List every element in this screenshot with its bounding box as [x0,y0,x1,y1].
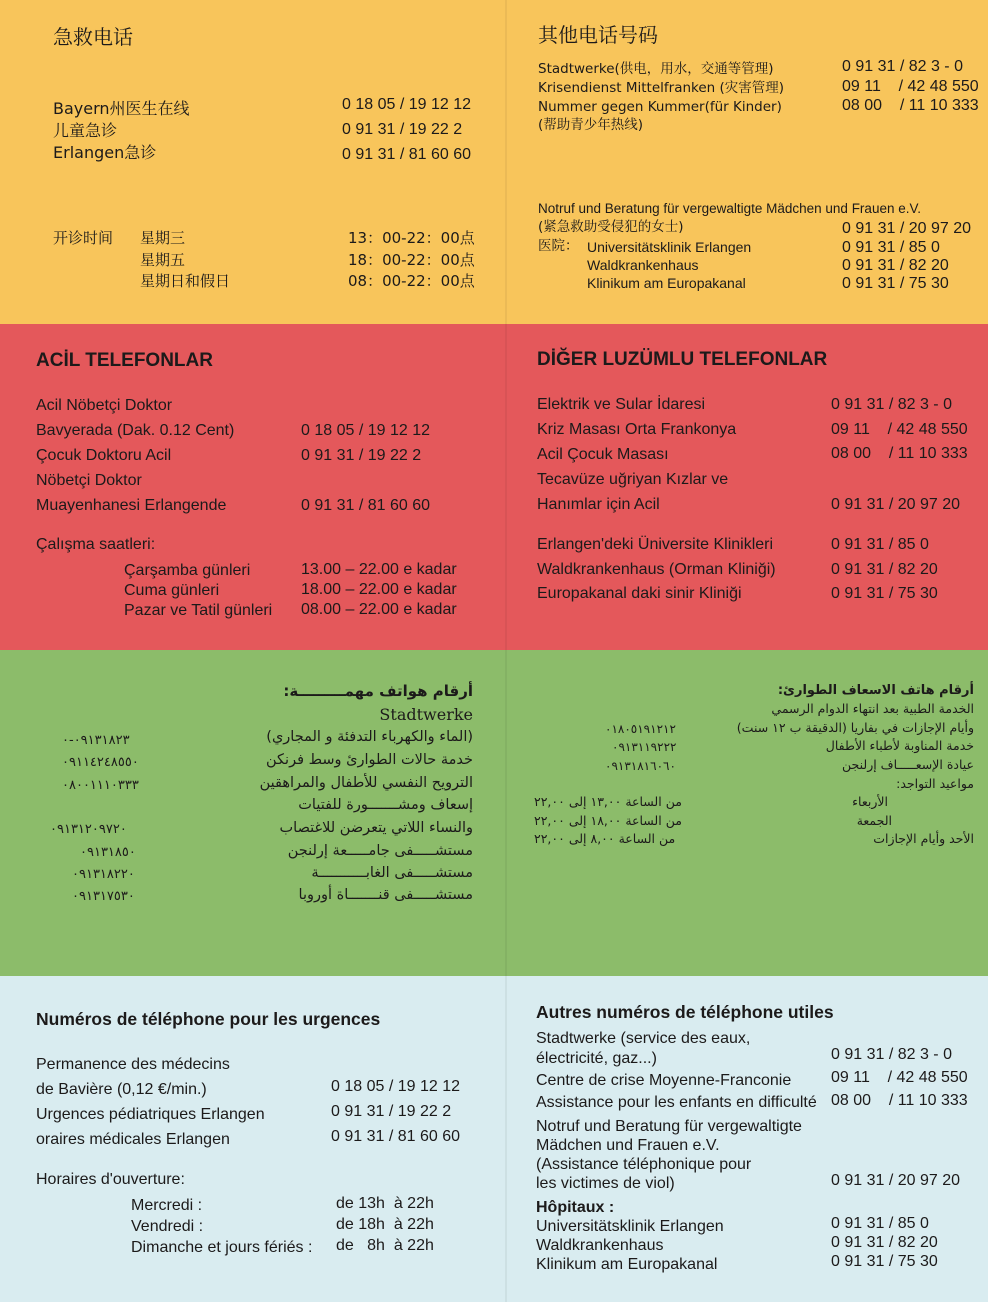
fr-hours-day: Mercredi : [131,1197,203,1214]
ar-right-label: الخدمة الطبية بعد انتهاء الدوام الرسمي [771,701,974,716]
ar-left-label: الترويح النفسي للأطفال والمراهقين [259,775,473,791]
fr-left-number: 0 91 31 / 81 60 60 [331,1128,460,1145]
fr-right-label: électricité, gaz...) [536,1050,657,1067]
ar-hours-time: من الساعة ١٨,٠٠ إلى ٢٢,٠٠ [534,813,682,828]
ar-left-number: ٠٩١١٤٢٤٨٥٥٠ [62,755,139,770]
fr-right-label: Notruf und Beratung für vergewaltigte [536,1118,802,1135]
zh-right-line: Nummer gegen Kummer(für Kinder) [538,99,782,115]
tr-right-label: Hanımlar için Acil [537,496,660,513]
fr-left-title: Numéros de téléphone pour les urgences [36,1009,381,1029]
fr-left-number: 0 91 31 / 19 22 2 [331,1103,452,1120]
zh-hospital-number: 0 91 31 / 75 30 [842,275,949,292]
tr-hours-day: Çarşamba günleri [124,562,251,579]
zh-right-line: (帮助青少年热线) [538,117,644,133]
zh-right-line: Krisendienst Mittelfranken (灾害管理) [538,80,785,96]
ar-left-label: مستشـــــفى قنـــــــاة أوروبا [298,887,473,903]
tr-right-label: Erlangen'deki Üniversite Klinikleri [537,536,774,553]
fr-right-number: 09 11 / 42 48 550 [831,1069,968,1086]
ar-left-label: مستشـــــفى جامـــــعة إرلنجن [287,843,473,859]
zh-row-number: 0 91 31 / 81 60 60 [342,146,471,163]
tr-right-title: DİĞER LUZÜMLU TELEFONLAR [537,349,828,370]
fr-hospital-number: 0 91 31 / 82 20 [831,1234,938,1251]
fr-right-label: (Assistance téléphonique pour [536,1156,752,1173]
zh-right-line: Stadtwerke(供电，用水，交通等管理) [538,61,774,77]
tr-left-title: ACİL TELEFONLAR [36,350,213,371]
zh-right-title: 其他电话号码 [538,23,658,47]
zh-hours-label: 开诊时间 [53,229,114,247]
fr-hospitals-label: Hôpitaux : [536,1199,615,1216]
ar-left-label: إسعاف ومشـــــــورة للفتيات [298,797,473,813]
ar-right-number: ٠٩١٣١١٩٢٢٢ [612,740,677,754]
tr-hours-day: Cuma günleri [124,582,220,599]
tr-right-number: 0 91 31 / 20 97 20 [831,496,960,513]
fr-right-label: les victimes de viol) [536,1175,675,1192]
ar-hours-time: من الساعة ١٣,٠٠ إلى ٢٢,٠٠ [534,794,682,809]
zh-notruf-number: 0 91 31 / 20 97 20 [842,220,971,237]
tr-right-number: 0 91 31 / 82 3 - 0 [831,396,952,413]
tr-right-label: Elektrik ve Sular İdaresi [537,396,706,413]
tr-hours-time: 08.00 – 22.00 e kadar [301,601,457,618]
tr-right-number: 0 91 31 / 82 20 [831,561,938,578]
zh-hospital-label: 医院： [538,238,579,254]
fr-right-number: 0 91 31 / 20 97 20 [831,1172,960,1189]
tr-right-number: 0 91 31 / 75 30 [831,585,938,602]
ar-left-title: أرقام هواتف مهمـــــــــة: [283,682,473,700]
fr-hospital-name: Universitätsklinik Erlangen [536,1218,724,1235]
zh-hours-day: 星期日和假日 [140,272,231,290]
fr-hours-day: Dimanche et jours fériés : [131,1239,313,1256]
tr-hours-day: Pazar ve Tatil günleri [124,602,273,619]
chinese-section [0,0,988,324]
zh-right-number: 09 11 / 42 48 550 [842,78,979,95]
ar-left-number: ٠٩١٣١٧٥٣٠ [72,889,135,904]
tr-right-label: Kriz Masası Orta Frankonya [537,421,737,438]
fr-left-label: oraires médicales Erlangen [36,1131,230,1148]
tr-right-number: 0 91 31 / 85 0 [831,536,929,553]
tr-left-label: Muayenhanesi Erlangende [36,497,227,514]
zh-hours-day: 星期五 [140,251,186,269]
zh-row-label: Erlangen急诊 [53,143,157,162]
fr-hospital-number: 0 91 31 / 75 30 [831,1253,938,1270]
zh-hours-time: 08：00-22：00点 [348,272,475,290]
ar-left-label: والنساء اللاتي يتعرضن للاغتصاب [279,820,473,836]
fr-hours-day: Vendredi : [131,1218,204,1235]
zh-notruf-line: Notruf und Beratung für vergewaltigte Mädchen und Frauen e.V. [538,201,921,216]
ar-hours-day: الأحد وأيام الإجازات [873,831,974,846]
ar-right-title: أرقام هاتف الاسعاف الطوارئ: [777,683,974,698]
fr-right-label: Mädchen und Frauen e.V. [536,1137,720,1154]
tr-left-label: Bavyerada (Dak. 0.12 Cent) [36,422,235,439]
ar-left-number: ٠٩١٣١٨٢٢٠ [72,867,135,882]
ar-left-label: مستشـــــفى الغابـــــــــــة [311,865,473,881]
zh-hospital-number: 0 91 31 / 82 20 [842,257,949,274]
zh-notruf-line: (紧急救助受侵犯的女士) [538,219,684,235]
zh-hospital-name: Klinikum am Europakanal [587,275,746,291]
zh-row-label: 儿童急诊 [53,121,118,140]
fr-hours-time: de 18h à 22h [336,1216,434,1233]
zh-hospital-number: 0 91 31 / 85 0 [842,239,940,256]
fr-right-number: 08 00 / 11 10 333 [831,1092,968,1109]
tr-right-label: Europakanal daki sinir Kliniği [537,585,742,602]
zh-hours-time: 18：00-22：00点 [348,251,475,269]
ar-left-number: ٠٨٠٠١١١٠٣٣٣ [62,778,139,793]
tr-left-label: Çocuk Doktoru Acil [36,447,172,464]
ar-right-label: وأيام الإجازات في بفاريا (الدقيقة ب ١٢ سنت) [736,720,974,735]
ar-hours-day: الجمعة [856,813,892,828]
tr-left-number: 0 91 31 / 19 22 2 [301,447,422,464]
ar-hours-day: الأربعاء [852,794,888,809]
tr-hours-time: 18.00 – 22.00 e kadar [301,581,457,598]
tr-right-label: Waldkrankenhaus (Orman Kliniği) [537,561,776,578]
fr-hospital-name: Waldkrankenhaus [536,1237,664,1254]
fr-hospital-number: 0 91 31 / 85 0 [831,1215,929,1232]
ar-right-number: ٠٩١٣١٨١٦٠٦٠ [605,759,676,773]
tr-left-label: Acil Nöbetçi Doktor [36,397,173,414]
zh-hospital-name: Waldkrankenhaus [587,257,699,273]
ar-left-label: خدمة حالات الطوارئ وسط فرنكن [266,752,473,768]
fr-right-label: Assistance pour les enfants en difficulté [536,1094,817,1111]
fr-right-label: Stadtwerke (service des eaux, [536,1030,751,1047]
tr-left-label: Nöbetçi Doktor [36,472,142,489]
fr-left-number: 0 18 05 / 19 12 12 [331,1078,460,1095]
ar-left-label: (الماء والكهرباء التدفئة و المجاري) [266,729,473,745]
ar-hours-label: مواعيد التواجد: [896,776,974,791]
zh-row-number: 0 91 31 / 19 22 2 [342,121,463,138]
zh-row-number: 0 18 05 / 19 12 12 [342,96,471,113]
arabic-section [0,650,988,976]
fr-right-title: Autres numéros de téléphone utiles [536,1002,834,1022]
fr-hours-time: de 13h à 22h [336,1195,434,1212]
ar-left-subtitle: Stadtwerke [379,705,473,724]
ar-left-number: ٠٩١٣١٨٢٣-٠ [62,733,130,748]
ar-left-number: ٠٩١٣١٢٠٩٧٢٠ [50,822,127,837]
zh-hours-day: 星期三 [140,229,186,247]
zh-row-label: Bayern州医生在线 [53,99,190,118]
fr-hours-time: de 8h à 22h [336,1237,434,1254]
fr-hospital-name: Klinikum am Europakanal [536,1256,718,1273]
tr-right-label: Tecavüze uğriyan Kızlar ve [537,471,729,488]
ar-hours-time: من الساعة ٨,٠٠ إلى ٢٢,٠٠ [534,831,676,846]
french-section [0,976,988,1302]
zh-hours-time: 13：00-22：00点 [348,229,475,247]
fr-right-number: 0 91 31 / 82 3 - 0 [831,1046,952,1063]
fr-left-label: de Bavière (0,12 €/min.) [36,1081,207,1098]
zh-right-number: 08 00 / 11 10 333 [842,97,979,114]
fr-hours-label: Horaires d'ouverture: [36,1171,185,1188]
fr-left-label: Urgences pédiatriques Erlangen [36,1106,265,1123]
tr-right-label: Acil Çocuk Masası [537,446,669,463]
tr-hours-label: Çalışma saatleri: [36,536,156,553]
ar-right-label: عيادة الإسعـــــاف إرلنجن [842,757,974,772]
zh-hospital-name: Universitätsklinik Erlangen [587,239,752,255]
tr-left-number: 0 91 31 / 81 60 60 [301,497,430,514]
zh-left-title: 急救电话 [53,25,133,49]
zh-right-number: 0 91 31 / 82 3 - 0 [842,58,963,75]
ar-left-number: ٠٩١٣١٨٥٠ [80,845,136,860]
tr-right-number: 08 00 / 11 10 333 [831,445,968,462]
ar-right-number: ٠١٨٠٥١٩١٢١٢ [605,722,676,736]
tr-left-number: 0 18 05 / 19 12 12 [301,422,430,439]
tr-hours-time: 13.00 – 22.00 e kadar [301,561,457,578]
fr-left-label: Permanence des médecins [36,1056,230,1073]
turkish-section [0,324,988,650]
tr-right-number: 09 11 / 42 48 550 [831,421,968,438]
fr-right-label: Centre de crise Moyenne-Franconie [536,1072,792,1089]
ar-right-label: خدمة المناوبة لأطباء الأطفال [825,738,974,753]
